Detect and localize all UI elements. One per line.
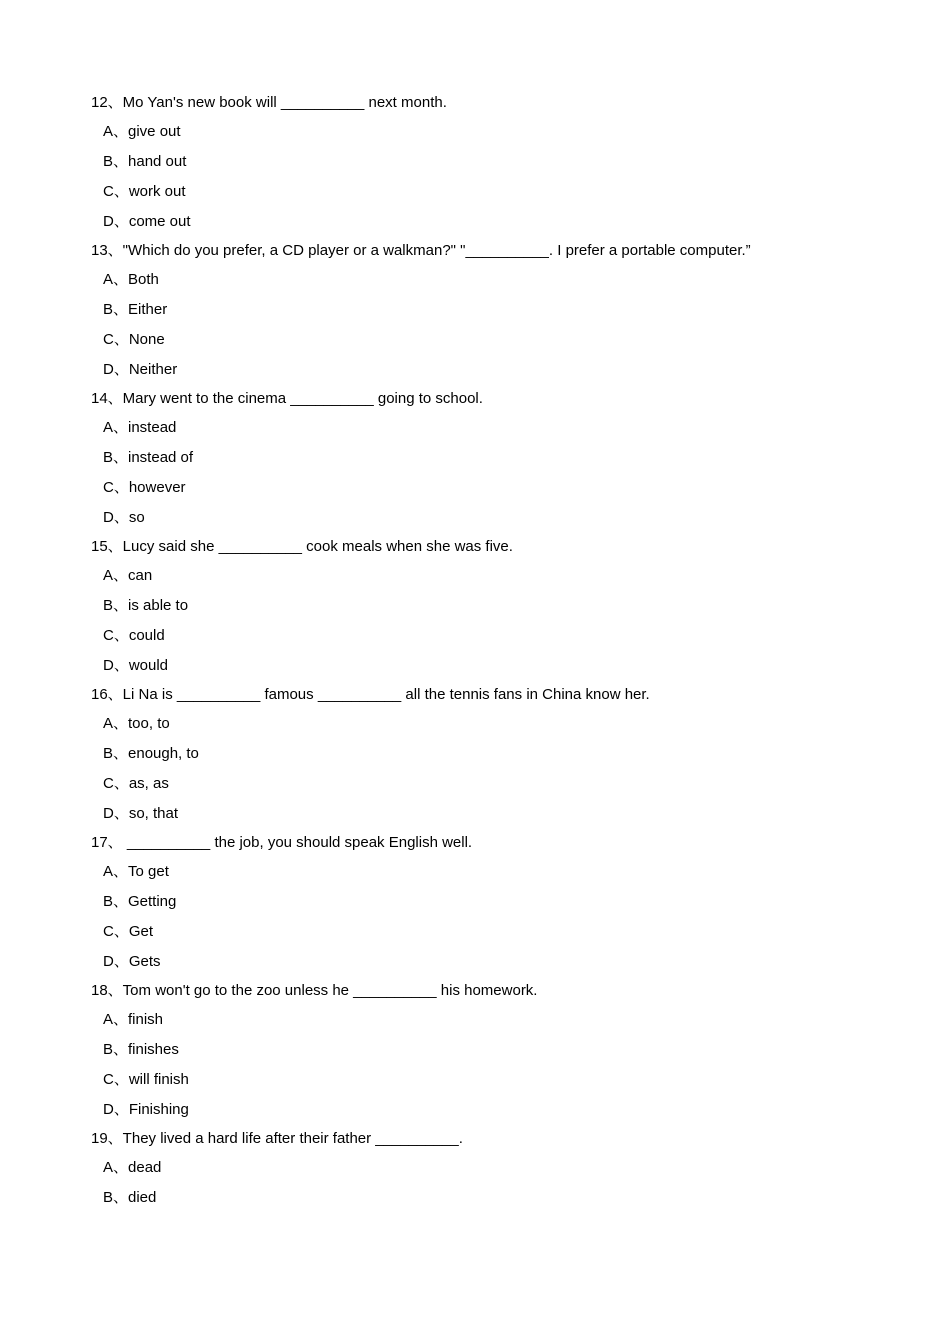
option-c: C、as, as — [103, 775, 169, 792]
option-a: A、give out — [103, 123, 181, 140]
question-19 — [91, 1128, 911, 1209]
option-d: D、so — [103, 509, 145, 526]
option-b: B、enough, to — [103, 745, 199, 762]
option-a: A、instead — [103, 419, 177, 436]
option-c: C、will finish — [103, 1071, 189, 1088]
question-text: 19、They lived a hard life after their father __________. — [91, 1130, 463, 1147]
option-d: D、come out — [103, 213, 191, 230]
option-d: D、would — [103, 657, 169, 674]
question-12 — [91, 92, 911, 233]
option-b: B、hand out — [103, 153, 187, 170]
question-13 — [91, 240, 911, 381]
question-18 — [91, 980, 911, 1121]
option-a: A、dead — [103, 1159, 162, 1176]
option-d: D、so, that — [103, 805, 179, 822]
question-text: 16、Li Na is __________ famous __________ all the tennis fans in China know her. — [91, 686, 650, 703]
question-17 — [91, 832, 911, 973]
option-a: A、too, to — [103, 715, 170, 732]
option-c: C、None — [103, 331, 165, 348]
option-a: A、finish — [103, 1011, 164, 1028]
question-text: 12、Mo Yan's new book will __________ next month. — [91, 94, 447, 111]
option-c: C、could — [103, 627, 165, 644]
question-text: 13、"Which do you prefer, a CD player or a walkman?" "__________. I prefer a portable computer.” — [91, 242, 751, 259]
option-b: B、Either — [103, 301, 168, 318]
option-b: B、is able to — [103, 597, 189, 614]
question-14 — [91, 388, 911, 529]
option-c: C、Get — [103, 923, 154, 940]
option-a: A、can — [103, 567, 153, 584]
question-text: 15、Lucy said she __________ cook meals when she was five. — [91, 538, 513, 555]
option-c: C、however — [103, 479, 186, 496]
option-b: B、Getting — [103, 893, 177, 910]
option-b: B、instead of — [103, 449, 194, 466]
question-16 — [91, 684, 911, 825]
question-text: 14、Mary went to the cinema __________ going to school. — [91, 390, 483, 407]
option-c: C、work out — [103, 183, 186, 200]
option-d: D、Finishing — [103, 1101, 189, 1118]
question-list — [91, 92, 911, 1217]
option-d: D、Gets — [103, 953, 161, 970]
question-15 — [91, 536, 911, 677]
option-b: B、died — [103, 1189, 157, 1206]
option-b: B、finishes — [103, 1041, 179, 1058]
question-text: 18、Tom won't go to the zoo unless he __________ his homework. — [91, 982, 538, 999]
option-a: A、To get — [103, 863, 169, 880]
option-a: A、Both — [103, 271, 159, 288]
option-d: D、Neither — [103, 361, 178, 378]
question-text: 17、 __________ the job, you should speak English well. — [91, 834, 473, 851]
